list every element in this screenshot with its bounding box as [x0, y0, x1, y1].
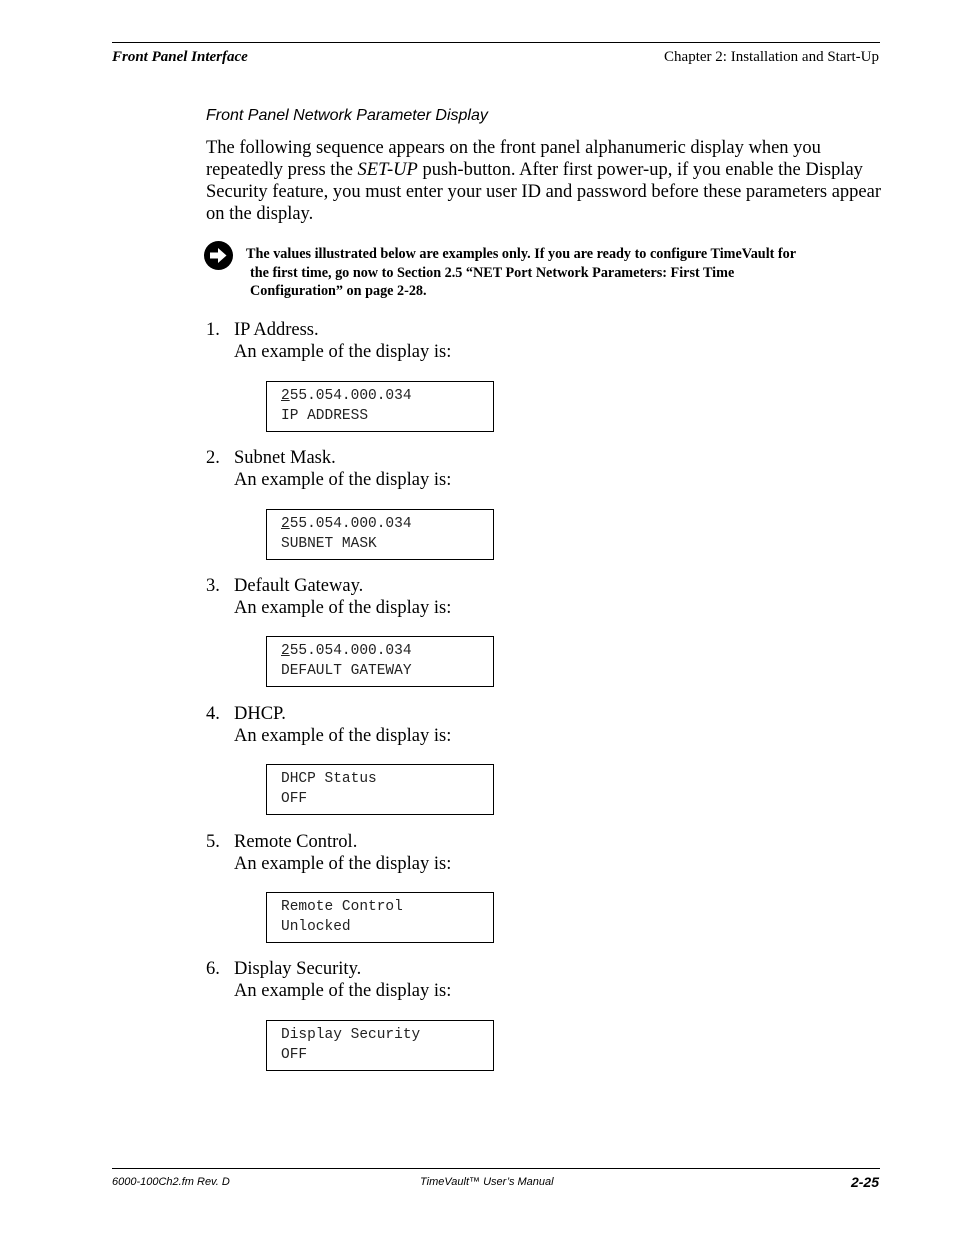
header-section-name: Front Panel Interface: [112, 49, 248, 65]
list-item-number: 4.: [206, 704, 220, 724]
list-item-subtitle: An example of the display is:: [234, 342, 452, 362]
list-item-remote-control: [206, 831, 451, 875]
list-item-subtitle: An example of the display is:: [234, 726, 452, 746]
list-item-title: Display Security.: [234, 959, 362, 979]
list-item-title: Subnet Mask.: [234, 448, 336, 468]
lcd-display-display-security: [266, 1020, 494, 1071]
lcd-line-1: 55.054.000.034: [289, 388, 412, 404]
footer-rule: [112, 1168, 880, 1169]
list-item-ip-address: [206, 319, 451, 363]
lcd-line-1: Remote Control: [281, 899, 403, 915]
setup-button-name: SET-UP: [357, 160, 418, 180]
list-item-subtitle: An example of the display is:: [234, 854, 452, 874]
list-item-number: 1.: [206, 320, 220, 340]
list-item-title: Remote Control.: [234, 832, 358, 852]
lcd-line-2: DEFAULT GATEWAY: [281, 662, 412, 679]
note-line-1: The values illustrated below are examples only. If you are ready to configure TimeVault for: [246, 246, 797, 262]
list-item-subnet-mask: [206, 447, 451, 491]
lcd-display-dhcp: [266, 764, 494, 815]
list-item-number: 2.: [206, 448, 220, 468]
section-title: Front Panel Network Parameter Display: [206, 107, 488, 124]
note-text: [246, 245, 876, 301]
cursor-char: 2: [281, 516, 290, 532]
note-line-3: Configuration” on page 2-28.: [250, 283, 427, 299]
list-item-display-security: [206, 958, 451, 1002]
list-item-subtitle: An example of the display is:: [234, 470, 452, 490]
lcd-line-2: Unlocked: [281, 918, 351, 935]
lcd-display-ip-address: [266, 381, 494, 432]
lcd-line-1: DHCP Status: [281, 771, 377, 787]
list-item-default-gateway: [206, 575, 451, 619]
lcd-line-2: SUBNET MASK: [281, 535, 377, 552]
page-number: 2-25: [850, 1174, 879, 1190]
intro-paragraph: [206, 137, 886, 225]
lcd-display-remote-control: [266, 892, 494, 943]
intro-text-part2: push-button. After first power-up, if you enable the Display Security feature, you must enter your user ID and password before these parameters appear on the display.: [206, 160, 881, 224]
header-rule: [112, 42, 880, 43]
lcd-line-1: 55.054.000.034: [289, 516, 412, 532]
cursor-char: 2: [281, 388, 290, 404]
list-item-subtitle: An example of the display is:: [234, 981, 452, 1001]
footer-manual-title: TimeVault™ User’s Manual: [420, 1176, 554, 1188]
note-line-2: the first time, go now to Section 2.5 “NET Port Network Parameters: First Time: [250, 264, 735, 281]
lcd-line-1: 55.054.000.034: [289, 643, 412, 659]
list-item-title: IP Address.: [234, 320, 319, 340]
list-item-number: 6.: [206, 959, 220, 979]
list-item-dhcp: [206, 703, 451, 747]
intro-text-part1: The following sequence appears on the front panel alphanumeric display when you repeatedly press the: [206, 138, 821, 180]
list-item-number: 5.: [206, 832, 220, 852]
header-chapter-name: Chapter 2: Installation and Start-Up: [664, 49, 879, 65]
lcd-line-1: Display Security: [281, 1027, 421, 1043]
arrow-right-circle-icon: [203, 240, 234, 271]
list-item-title: DHCP.: [234, 704, 286, 724]
list-item-subtitle: An example of the display is:: [234, 598, 452, 618]
lcd-line-2: OFF: [281, 1046, 308, 1063]
cursor-char: 2: [281, 643, 290, 659]
lcd-display-subnet-mask: [266, 509, 494, 560]
list-item-title: Default Gateway.: [234, 576, 364, 596]
footer-file-name: 6000-100Ch2.fm Rev. D: [112, 1176, 230, 1188]
lcd-line-2: IP ADDRESS: [281, 407, 369, 424]
lcd-line-2: OFF: [281, 790, 308, 807]
list-item-number: 3.: [206, 576, 220, 596]
lcd-display-default-gateway: [266, 636, 494, 687]
